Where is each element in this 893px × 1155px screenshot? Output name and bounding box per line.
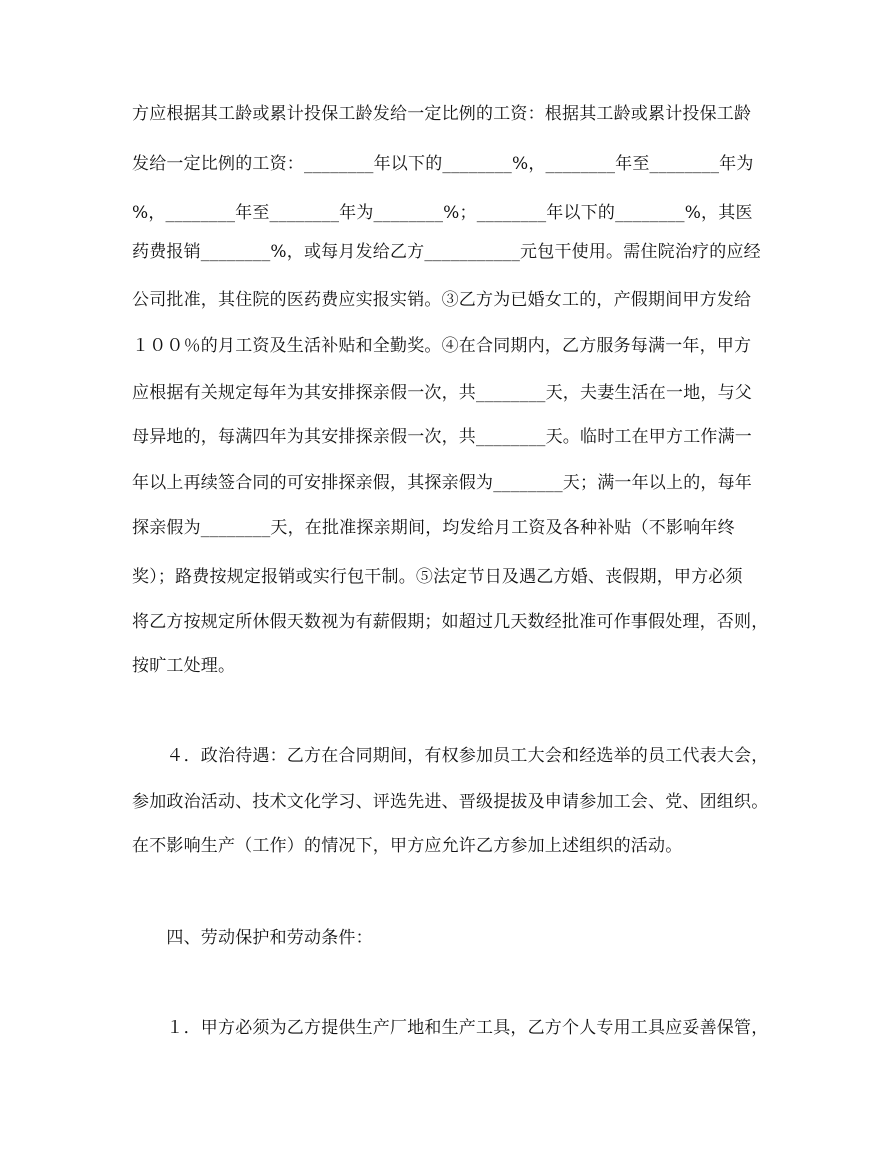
text-line: 方应根据其工龄或累计投保工龄发给一定比例的工资：根据其工龄或累计投保工龄 [132, 104, 752, 124]
text-line: 母异地的，每满四年为其安排探亲假一次，共________天。临时工在甲方工作满一 [132, 427, 752, 447]
text-line: 按旷工处理。 [132, 656, 236, 676]
text-line: 应根据有关规定每年为其安排探亲假一次，共________天，夫妻生活在一地，与父 [132, 383, 752, 403]
text-line: 参加政治活动、技术文化学习、评选先进、晋级提拔及申请参加工会、党、团组织。 [132, 792, 769, 812]
text-line: 药费报销________%，或每月发给乙方___________元包干使用。需住院治疗的应经 [132, 242, 761, 262]
text-line: %，________年至________年为________%；________年以下的________%，其医 [132, 203, 753, 223]
text-line: ４．政治待遇：乙方在合同期间，有权参加员工大会和经选举的员工代表大会， [132, 746, 769, 766]
text-line: 年以上再续签合同的可安排探亲假，其探亲假为________天；满一年以上的，每年 [132, 473, 752, 493]
section-heading: 四、劳动保护和劳动条件： [132, 928, 373, 948]
text-line: 探亲假为________天，在批准探亲期间，均发给月工资及各种补贴（不影响年终 [132, 518, 735, 538]
text-line: 在不影响生产（工作）的情况下，甲方应允许乙方参加上述组织的活动。 [132, 836, 683, 856]
text-line: 发给一定比例的工资：________年以下的________%，________年至________年为 [132, 154, 754, 174]
text-line: １００％的月工资及生活补贴和全勤奖。④在合同期内，乙方服务每满一年，甲方 [132, 336, 752, 356]
text-line: 将乙方按规定所休假天数视为有薪假期；如超过几天数经批准可作事假处理，否则， [132, 612, 769, 632]
text-line: １．甲方必须为乙方提供生产厂地和生产工具，乙方个人专用工具应妥善保管， [132, 1018, 769, 1038]
text-line: 公司批准，其住院的医药费应实报实销。③乙方为已婚女工的，产假期间甲方发给 [132, 290, 752, 310]
text-line: 奖）；路费按规定报销或实行包干制。⑤法定节日及遇乙方婚、丧假期，甲方必须 [132, 567, 743, 587]
